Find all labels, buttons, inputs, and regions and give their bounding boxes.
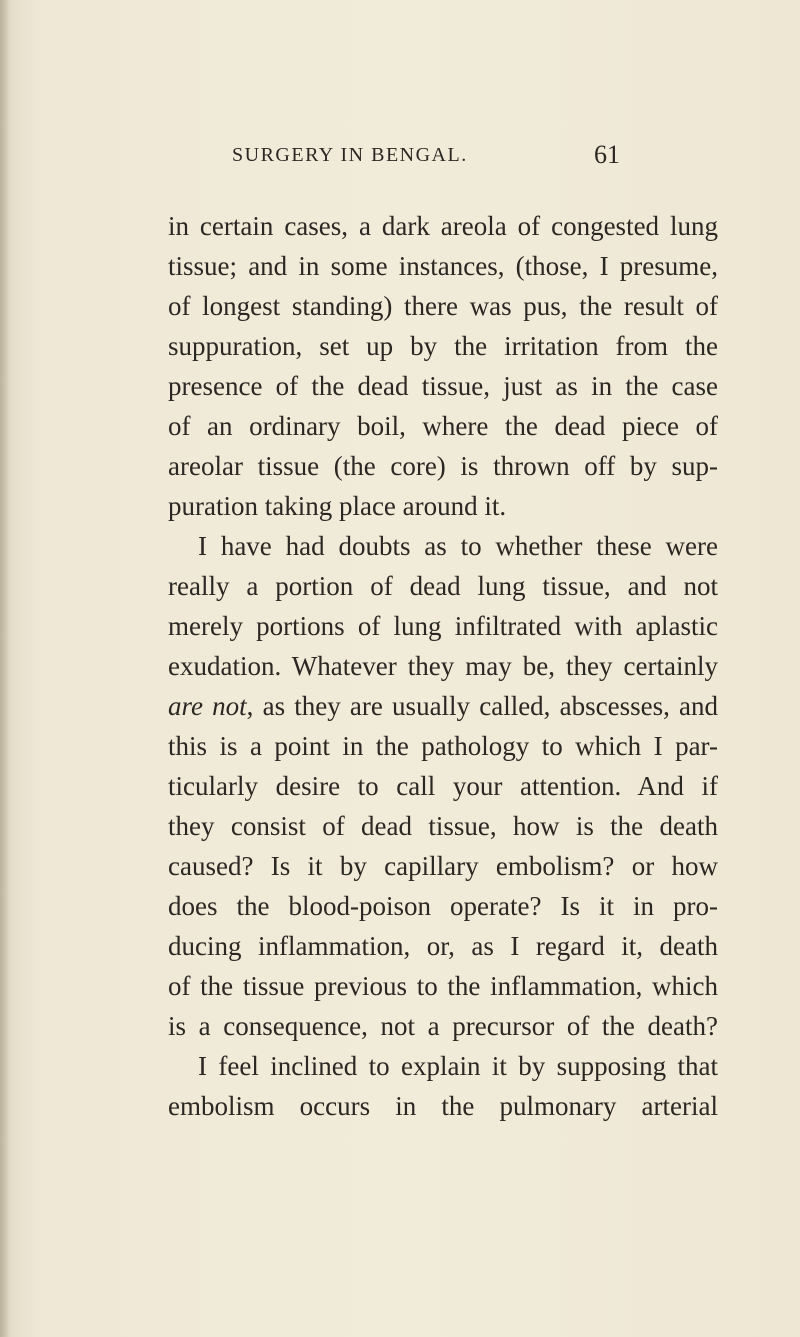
text-line: embolism occurs in the pulmonary arterial (168, 1091, 718, 1121)
binding-gutter (0, 0, 10, 1337)
italic-phrase: are not (168, 691, 247, 721)
text-line: does the blood-poison operate? Is it in pro- (168, 891, 718, 921)
text-line: this is a point in the pathology to which I par- (168, 731, 718, 761)
text-line: they consist of dead tissue, how is the death (168, 811, 718, 841)
text-line: suppuration, set up by the irritation from the (168, 331, 718, 361)
running-title: SURGERY IN BENGAL. (232, 144, 468, 166)
text-line: areolar tissue (the core) is thrown off by sup- (168, 451, 718, 481)
text-line: exudation. Whatever they may be, they certainly (168, 651, 718, 681)
text-line: of an ordinary boil, where the dead piece of (168, 411, 718, 441)
text-line: I have had doubts as to whether these were (198, 531, 718, 561)
text-line: ticularly desire to call your attention. And if (168, 771, 718, 801)
text-line: ducing inflammation, or, as I regard it, death (168, 931, 718, 961)
page-number: 61 (594, 140, 620, 169)
text-line: is a consequence, not a precursor of the death? (168, 1011, 718, 1041)
text-line: presence of the dead tissue, just as in the case (168, 371, 718, 401)
text-line: puration taking place around it. (168, 491, 507, 521)
text-line: caused? Is it by capillary embolism? or how (168, 851, 718, 881)
text-line: in certain cases, a dark areola of congested lung (168, 211, 718, 241)
text-line: really a portion of dead lung tissue, and not (168, 571, 718, 601)
text-line: merely portions of lung infiltrated with aplastic (168, 611, 718, 641)
text-segment: , as they are usually called, abscesses, and (246, 691, 718, 721)
text-line: I feel inclined to explain it by supposing that (198, 1051, 718, 1081)
text-line: tissue; and in some instances, (those, I presume, (168, 251, 718, 281)
text-line (168, 686, 718, 726)
text-line: of the tissue previous to the inflammation, which (168, 971, 718, 1001)
running-head (0, 140, 800, 170)
text-line: of longest standing) there was pus, the result of (168, 291, 718, 321)
